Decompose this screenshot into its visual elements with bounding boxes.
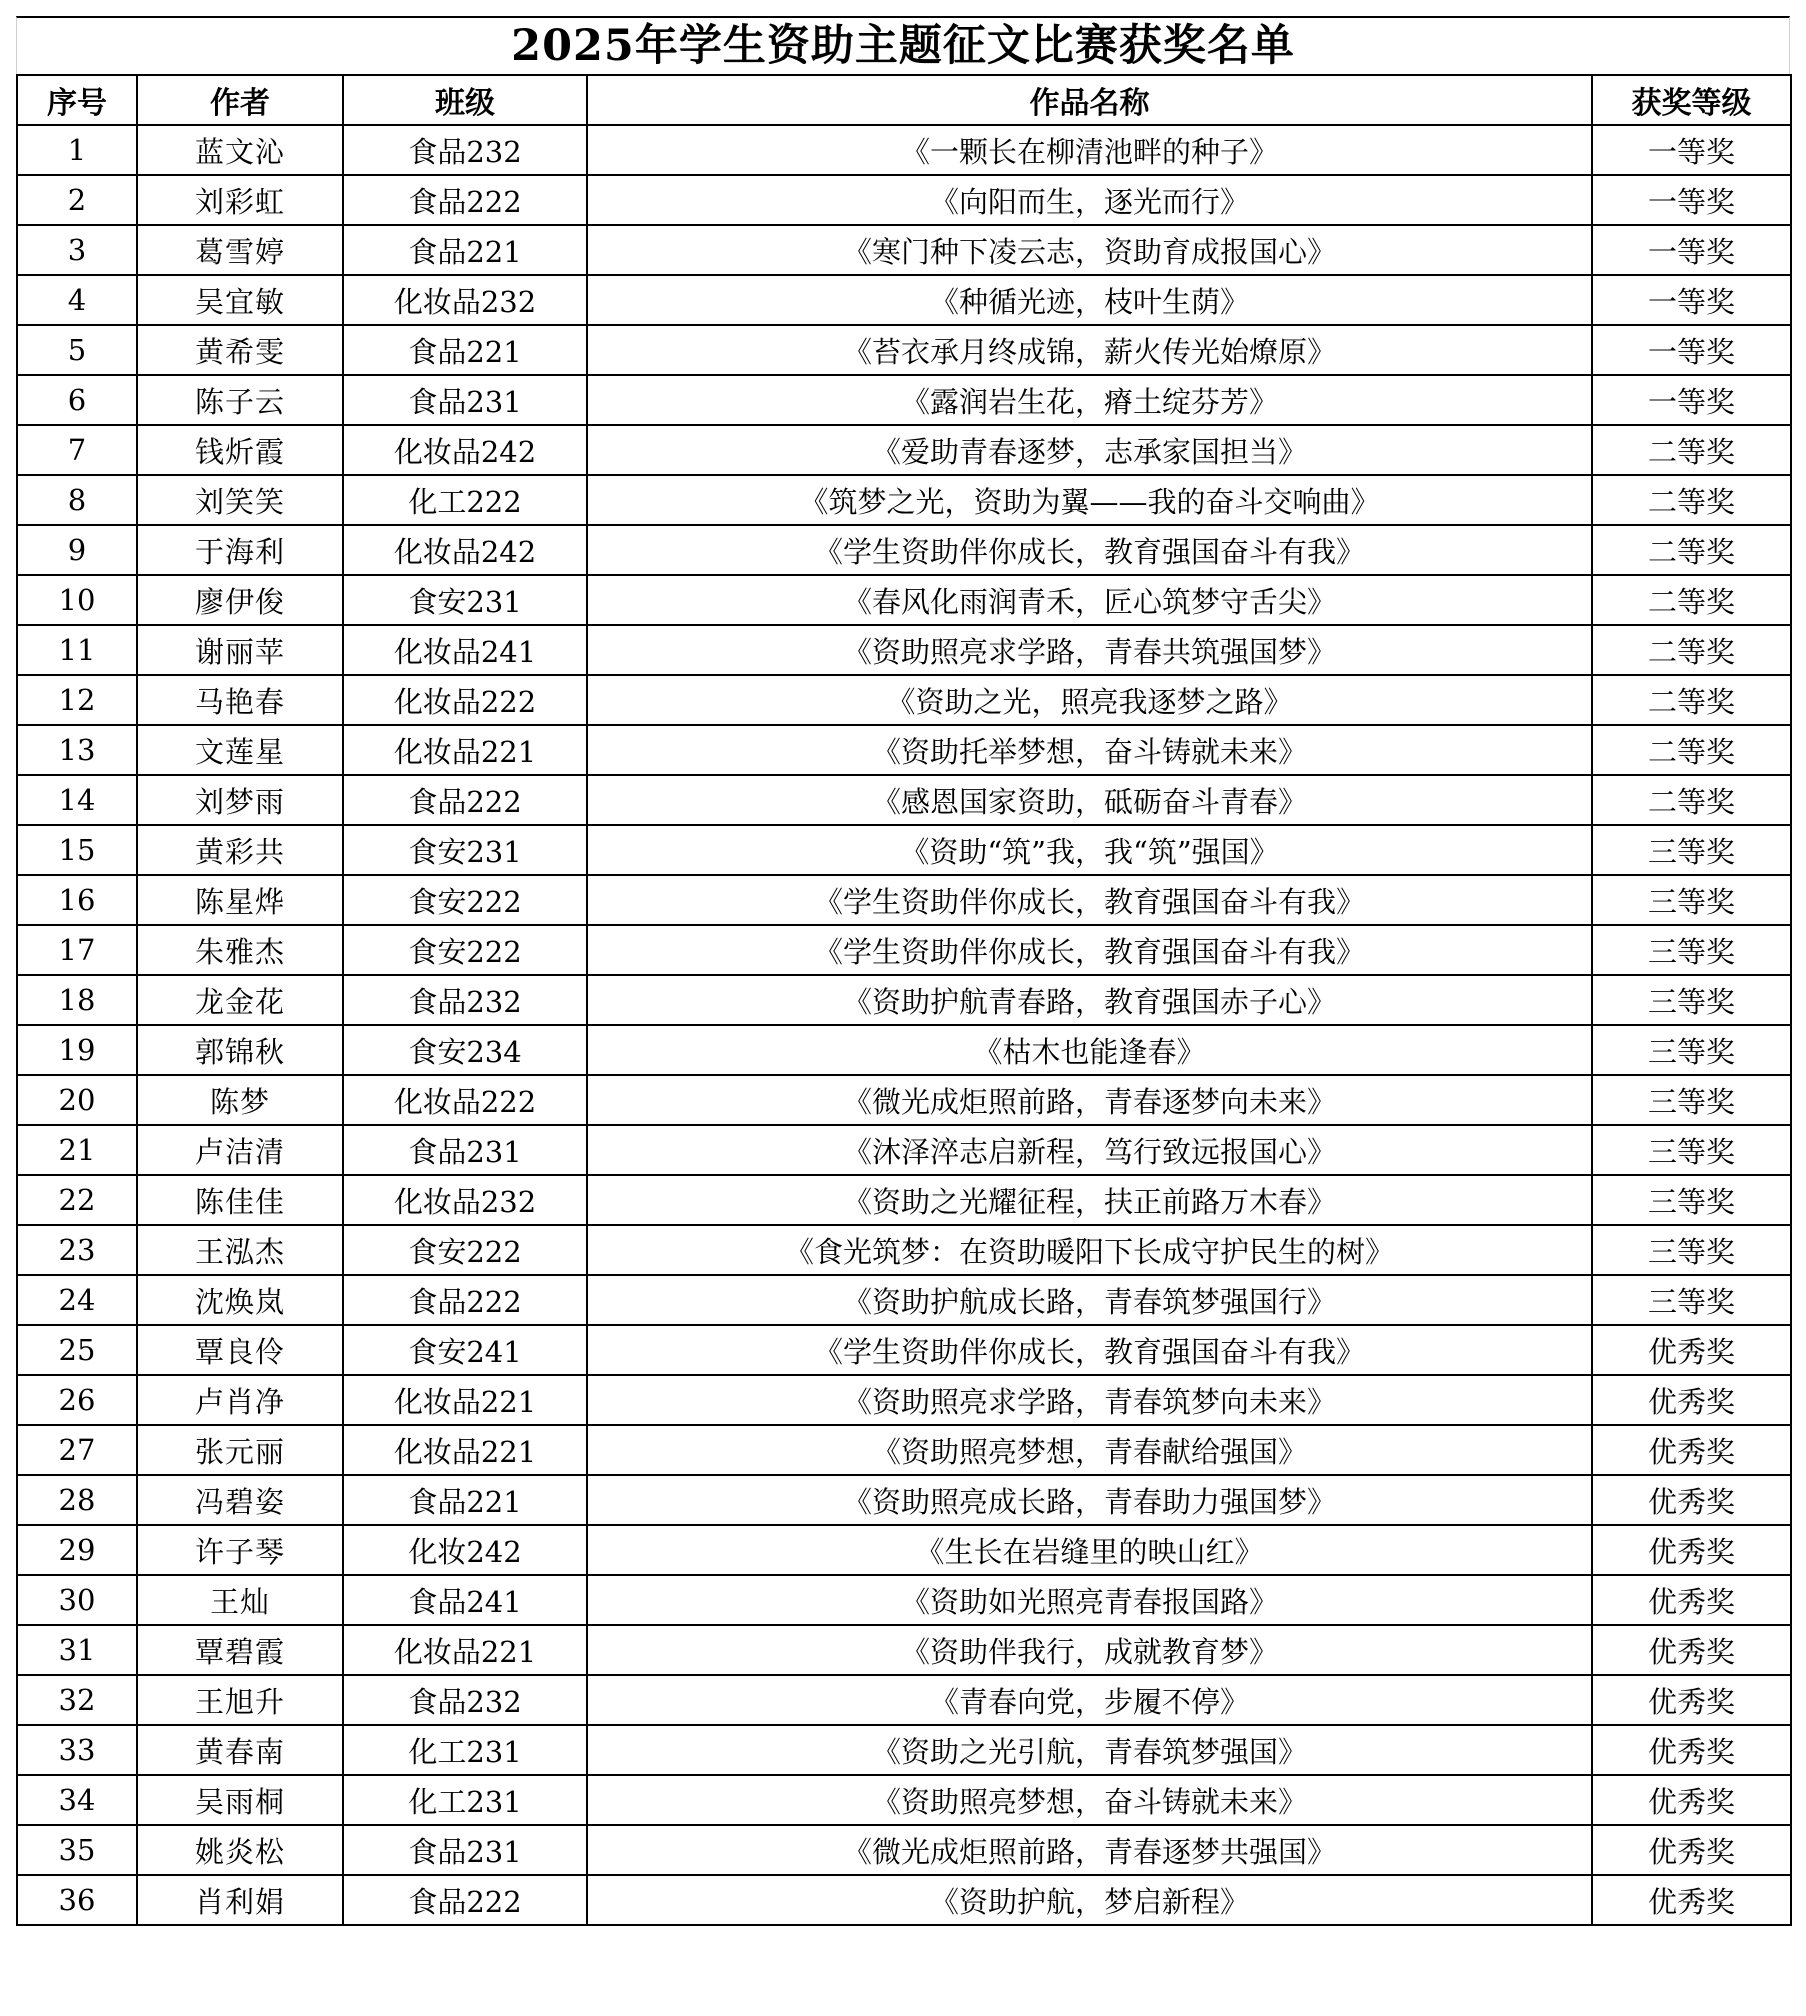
cell-award-level: 优秀奖: [1592, 1575, 1791, 1625]
cell-number: 21: [17, 1125, 137, 1175]
cell-class: 化妆品221: [343, 1375, 587, 1425]
cell-award-level: 三等奖: [1592, 1025, 1791, 1075]
cell-award-level: 优秀奖: [1592, 1325, 1791, 1375]
cell-number: 6: [17, 375, 137, 425]
cell-author: 刘梦雨: [137, 775, 343, 825]
table-row: [17, 825, 1791, 875]
cell-award-level: 三等奖: [1592, 1225, 1791, 1275]
cell-award-level: 优秀奖: [1592, 1675, 1791, 1725]
cell-class: 化妆品222: [343, 675, 587, 725]
cell-number: 20: [17, 1075, 137, 1125]
cell-author: 张元丽: [137, 1425, 343, 1475]
cell-class: 食安241: [343, 1325, 587, 1375]
table-row: [17, 1675, 1791, 1725]
cell-number: 35: [17, 1825, 137, 1875]
cell-author: 谢丽苹: [137, 625, 343, 675]
cell-class: 化妆品232: [343, 275, 587, 325]
award-list-sheet: [16, 16, 1790, 1926]
cell-class: 化妆品242: [343, 425, 587, 475]
table-row: [17, 1075, 1791, 1125]
cell-award-level: 一等奖: [1592, 175, 1791, 225]
table-row: [17, 1725, 1791, 1775]
cell-work-title: 《资助伴我行，成就教育梦》: [587, 1625, 1592, 1675]
table-row: [17, 1375, 1791, 1425]
cell-author: 陈星烨: [137, 875, 343, 925]
cell-award-level: 优秀奖: [1592, 1525, 1791, 1575]
cell-class: 食品222: [343, 1275, 587, 1325]
cell-number: 8: [17, 475, 137, 525]
cell-author: 刘笑笑: [137, 475, 343, 525]
table-row: [17, 1825, 1791, 1875]
cell-author: 钱炘霞: [137, 425, 343, 475]
table-row: [17, 725, 1791, 775]
cell-author: 王旭升: [137, 1675, 343, 1725]
table-row: [17, 1175, 1791, 1225]
table-row: [17, 575, 1791, 625]
table-row: [17, 925, 1791, 975]
cell-author: 黄春南: [137, 1725, 343, 1775]
cell-work-title: 《资助照亮求学路，青春共筑强国梦》: [587, 625, 1592, 675]
cell-work-title: 《寒门种下凌云志，资助育成报国心》: [587, 225, 1592, 275]
table-row: [17, 1125, 1791, 1175]
cell-work-title: 《资助照亮梦想，青春献给强国》: [587, 1425, 1592, 1475]
cell-award-level: 二等奖: [1592, 675, 1791, 725]
cell-class: 食品221: [343, 1475, 587, 1525]
cell-author: 肖利娟: [137, 1875, 343, 1925]
cell-award-level: 三等奖: [1592, 1125, 1791, 1175]
cell-award-level: 一等奖: [1592, 125, 1791, 175]
cell-author: 龙金花: [137, 975, 343, 1025]
cell-work-title: 《资助如光照亮青春报国路》: [587, 1575, 1592, 1625]
cell-work-title: 《苔衣承月终成锦，薪火传光始燎原》: [587, 325, 1592, 375]
cell-work-title: 《资助托举梦想，奋斗铸就未来》: [587, 725, 1592, 775]
cell-award-level: 二等奖: [1592, 425, 1791, 475]
cell-class: 食安222: [343, 875, 587, 925]
cell-work-title: 《春风化雨润青禾，匠心筑梦守舌尖》: [587, 575, 1592, 625]
cell-class: 化妆品221: [343, 1625, 587, 1675]
table-row: [17, 675, 1791, 725]
table-row: [17, 1425, 1791, 1475]
cell-award-level: 优秀奖: [1592, 1475, 1791, 1525]
table-row: [17, 1325, 1791, 1375]
cell-award-level: 三等奖: [1592, 1175, 1791, 1225]
cell-work-title: 《微光成炬照前路，青春逐梦向未来》: [587, 1075, 1592, 1125]
table-row: [17, 1575, 1791, 1625]
cell-number: 22: [17, 1175, 137, 1225]
cell-number: 17: [17, 925, 137, 975]
cell-author: 于海利: [137, 525, 343, 575]
table-row: [17, 425, 1791, 475]
cell-work-title: 《向阳而生，逐光而行》: [587, 175, 1592, 225]
cell-author: 许子琴: [137, 1525, 343, 1575]
cell-award-level: 二等奖: [1592, 525, 1791, 575]
table-row: [17, 525, 1791, 575]
table-row: [17, 625, 1791, 675]
cell-award-level: 三等奖: [1592, 825, 1791, 875]
cell-award-level: 优秀奖: [1592, 1725, 1791, 1775]
cell-class: 食品232: [343, 1675, 587, 1725]
cell-class: 化妆品221: [343, 725, 587, 775]
cell-number: 29: [17, 1525, 137, 1575]
cell-award-level: 二等奖: [1592, 475, 1791, 525]
cell-author: 王灿: [137, 1575, 343, 1625]
cell-class: 食安234: [343, 1025, 587, 1075]
cell-number: 1: [17, 125, 137, 175]
cell-number: 30: [17, 1575, 137, 1625]
cell-class: 食品231: [343, 1825, 587, 1875]
cell-author: 吴宜敏: [137, 275, 343, 325]
cell-award-level: 三等奖: [1592, 975, 1791, 1025]
cell-work-title: 《资助照亮成长路，青春助力强国梦》: [587, 1475, 1592, 1525]
column-header-number: 序号: [17, 75, 137, 125]
cell-award-level: 一等奖: [1592, 225, 1791, 275]
cell-author: 郭锦秋: [137, 1025, 343, 1075]
cell-class: 食品232: [343, 125, 587, 175]
cell-award-level: 三等奖: [1592, 1075, 1791, 1125]
cell-class: 食品222: [343, 1875, 587, 1925]
table-row: [17, 1525, 1791, 1575]
cell-work-title: 《食光筑梦：在资助暖阳下长成守护民生的树》: [587, 1225, 1592, 1275]
cell-work-title: 《资助照亮梦想，奋斗铸就未来》: [587, 1775, 1592, 1825]
cell-work-title: 《资助照亮求学路，青春筑梦向未来》: [587, 1375, 1592, 1425]
cell-award-level: 优秀奖: [1592, 1825, 1791, 1875]
cell-class: 食品222: [343, 175, 587, 225]
cell-class: 化妆242: [343, 1525, 587, 1575]
cell-work-title: 《露润岩生花，瘠土绽芬芳》: [587, 375, 1592, 425]
cell-award-level: 优秀奖: [1592, 1625, 1791, 1675]
cell-author: 覃碧霞: [137, 1625, 343, 1675]
cell-author: 黄彩共: [137, 825, 343, 875]
cell-author: 廖伊俊: [137, 575, 343, 625]
cell-number: 7: [17, 425, 137, 475]
cell-award-level: 优秀奖: [1592, 1875, 1791, 1925]
cell-class: 化妆品221: [343, 1425, 587, 1475]
cell-award-level: 二等奖: [1592, 775, 1791, 825]
cell-work-title: 《资助护航，梦启新程》: [587, 1875, 1592, 1925]
table-row: [17, 875, 1791, 925]
cell-award-level: 三等奖: [1592, 925, 1791, 975]
cell-number: 10: [17, 575, 137, 625]
cell-work-title: 《青春向党，步履不停》: [587, 1675, 1592, 1725]
table-row: [17, 1475, 1791, 1525]
table-row: [17, 325, 1791, 375]
cell-work-title: 《感恩国家资助，砥砺奋斗青春》: [587, 775, 1592, 825]
cell-award-level: 二等奖: [1592, 725, 1791, 775]
cell-work-title: 《资助护航成长路，青春筑梦强国行》: [587, 1275, 1592, 1325]
cell-number: 25: [17, 1325, 137, 1375]
table-row: [17, 225, 1791, 275]
cell-class: 化工222: [343, 475, 587, 525]
cell-award-level: 优秀奖: [1592, 1375, 1791, 1425]
cell-number: 15: [17, 825, 137, 875]
column-header-class: 班级: [343, 75, 587, 125]
cell-class: 食品222: [343, 775, 587, 825]
cell-author: 陈梦: [137, 1075, 343, 1125]
cell-number: 2: [17, 175, 137, 225]
cell-award-level: 一等奖: [1592, 275, 1791, 325]
cell-number: 9: [17, 525, 137, 575]
cell-class: 化妆品241: [343, 625, 587, 675]
cell-number: 23: [17, 1225, 137, 1275]
cell-number: 28: [17, 1475, 137, 1525]
cell-number: 34: [17, 1775, 137, 1825]
cell-class: 食安222: [343, 1225, 587, 1275]
cell-author: 覃良伶: [137, 1325, 343, 1375]
cell-author: 朱雅杰: [137, 925, 343, 975]
table-row: [17, 1275, 1791, 1325]
cell-class: 化妆品232: [343, 1175, 587, 1225]
cell-author: 文莲星: [137, 725, 343, 775]
cell-class: 食安231: [343, 575, 587, 625]
cell-work-title: 《资助护航青春路，教育强国赤子心》: [587, 975, 1592, 1025]
cell-work-title: 《枯木也能逢春》: [587, 1025, 1592, 1075]
cell-work-title: 《生长在岩缝里的映山红》: [587, 1525, 1592, 1575]
cell-author: 陈子云: [137, 375, 343, 425]
cell-work-title: 《学生资助伴你成长，教育强国奋斗有我》: [587, 925, 1592, 975]
cell-class: 食品232: [343, 975, 587, 1025]
table-row: [17, 1625, 1791, 1675]
cell-number: 18: [17, 975, 137, 1025]
cell-class: 化妆品242: [343, 525, 587, 575]
table-header-row: [17, 75, 1791, 125]
cell-work-title: 《学生资助伴你成长，教育强国奋斗有我》: [587, 875, 1592, 925]
column-header-award-level: 获奖等级: [1592, 75, 1791, 125]
cell-work-title: 《沐泽淬志启新程，笃行致远报国心》: [587, 1125, 1592, 1175]
cell-number: 26: [17, 1375, 137, 1425]
cell-award-level: 三等奖: [1592, 875, 1791, 925]
page-title: 2025年学生资助主题征文比赛获奖名单: [16, 16, 1790, 74]
table-row: [17, 175, 1791, 225]
table-row: [17, 1875, 1791, 1925]
award-rows: [17, 125, 1791, 1925]
table-row: [17, 125, 1791, 175]
cell-award-level: 三等奖: [1592, 1275, 1791, 1325]
cell-work-title: 《资助“筑”我，我“筑”强国》: [587, 825, 1592, 875]
cell-class: 化工231: [343, 1775, 587, 1825]
cell-number: 32: [17, 1675, 137, 1725]
cell-award-level: 优秀奖: [1592, 1425, 1791, 1475]
cell-award-level: 优秀奖: [1592, 1775, 1791, 1825]
cell-award-level: 二等奖: [1592, 625, 1791, 675]
cell-award-level: 一等奖: [1592, 325, 1791, 375]
award-table: [16, 74, 1792, 1926]
table-row: [17, 1775, 1791, 1825]
cell-class: 化妆品222: [343, 1075, 587, 1125]
cell-number: 12: [17, 675, 137, 725]
cell-work-title: 《资助之光引航，青春筑梦强国》: [587, 1725, 1592, 1775]
cell-number: 19: [17, 1025, 137, 1075]
table-row: [17, 1225, 1791, 1275]
table-row: [17, 1025, 1791, 1075]
cell-class: 食品221: [343, 225, 587, 275]
cell-number: 27: [17, 1425, 137, 1475]
cell-class: 食安231: [343, 825, 587, 875]
cell-author: 吴雨桐: [137, 1775, 343, 1825]
cell-number: 31: [17, 1625, 137, 1675]
cell-work-title: 《种循光迹，枝叶生荫》: [587, 275, 1592, 325]
cell-work-title: 《学生资助伴你成长，教育强国奋斗有我》: [587, 1325, 1592, 1375]
cell-work-title: 《学生资助伴你成长，教育强国奋斗有我》: [587, 525, 1592, 575]
cell-author: 冯碧姿: [137, 1475, 343, 1525]
cell-author: 葛雪婷: [137, 225, 343, 275]
cell-class: 食品221: [343, 325, 587, 375]
cell-author: 王泓杰: [137, 1225, 343, 1275]
cell-number: 13: [17, 725, 137, 775]
cell-author: 卢洁清: [137, 1125, 343, 1175]
cell-number: 11: [17, 625, 137, 675]
cell-author: 蓝文沁: [137, 125, 343, 175]
cell-work-title: 《爱助青春逐梦，志承家国担当》: [587, 425, 1592, 475]
table-row: [17, 775, 1791, 825]
column-header-author: 作者: [137, 75, 343, 125]
cell-class: 化工231: [343, 1725, 587, 1775]
cell-number: 36: [17, 1875, 137, 1925]
cell-author: 姚炎松: [137, 1825, 343, 1875]
table-row: [17, 975, 1791, 1025]
cell-author: 黄希雯: [137, 325, 343, 375]
cell-work-title: 《资助之光，照亮我逐梦之路》: [587, 675, 1592, 725]
cell-number: 4: [17, 275, 137, 325]
cell-number: 14: [17, 775, 137, 825]
table-row: [17, 475, 1791, 525]
cell-class: 食品231: [343, 375, 587, 425]
cell-class: 食品241: [343, 1575, 587, 1625]
cell-award-level: 二等奖: [1592, 575, 1791, 625]
cell-number: 3: [17, 225, 137, 275]
cell-author: 刘彩虹: [137, 175, 343, 225]
cell-work-title: 《一颗长在柳清池畔的种子》: [587, 125, 1592, 175]
cell-number: 24: [17, 1275, 137, 1325]
cell-work-title: 《资助之光耀征程，扶正前路万木春》: [587, 1175, 1592, 1225]
cell-work-title: 《微光成炬照前路，青春逐梦共强国》: [587, 1825, 1592, 1875]
cell-work-title: 《筑梦之光，资助为翼——我的奋斗交响曲》: [587, 475, 1592, 525]
column-header-work-title: 作品名称: [587, 75, 1592, 125]
cell-number: 33: [17, 1725, 137, 1775]
cell-number: 5: [17, 325, 137, 375]
cell-author: 卢肖净: [137, 1375, 343, 1425]
cell-class: 食安222: [343, 925, 587, 975]
cell-award-level: 一等奖: [1592, 375, 1791, 425]
cell-author: 马艳春: [137, 675, 343, 725]
table-row: [17, 275, 1791, 325]
table-row: [17, 375, 1791, 425]
cell-author: 陈佳佳: [137, 1175, 343, 1225]
cell-author: 沈焕岚: [137, 1275, 343, 1325]
cell-class: 食品231: [343, 1125, 587, 1175]
cell-number: 16: [17, 875, 137, 925]
